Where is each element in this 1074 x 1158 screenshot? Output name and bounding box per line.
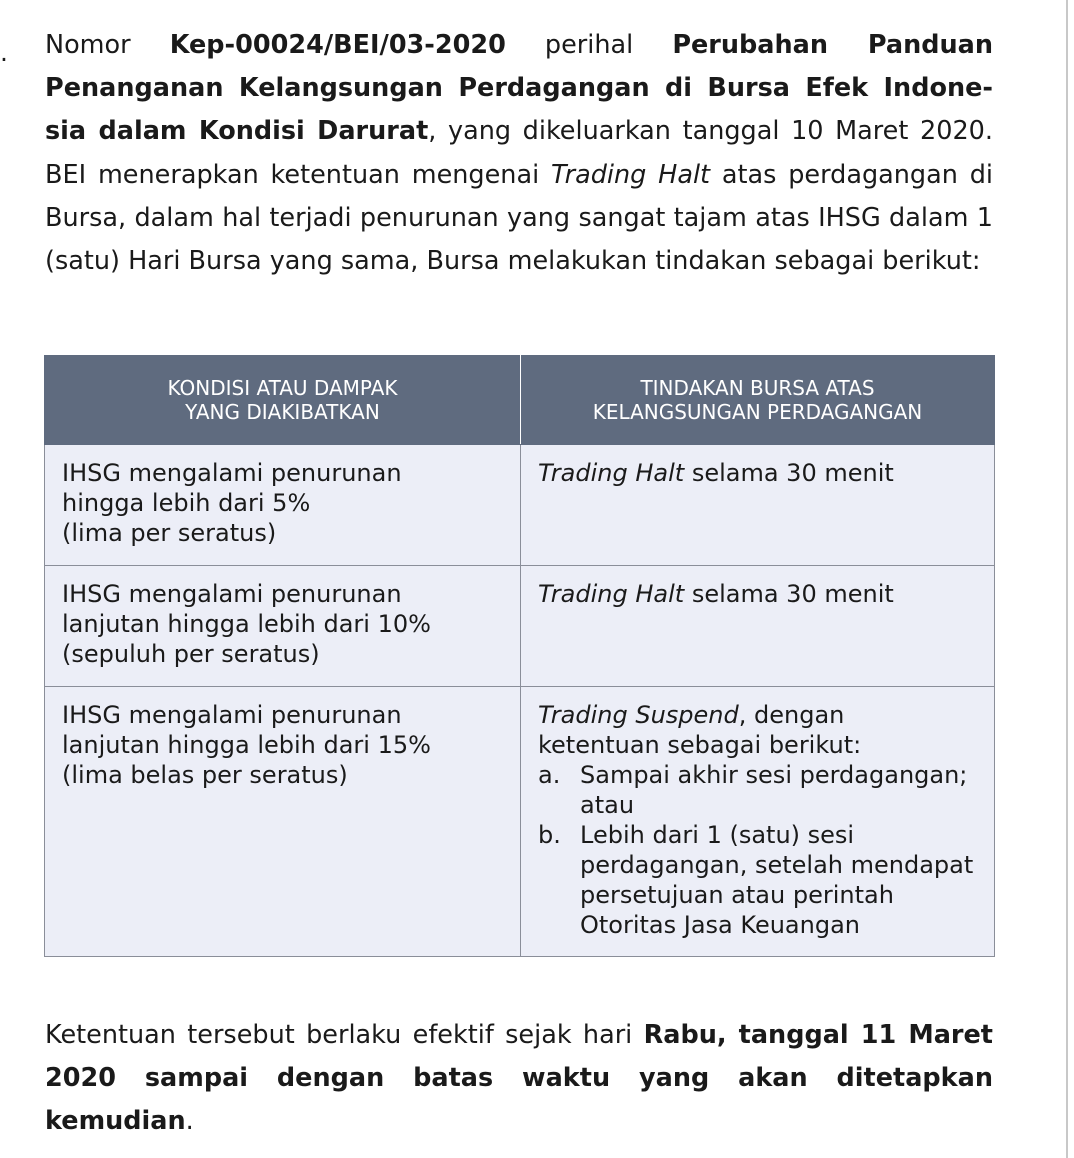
table-row	[45, 445, 995, 566]
trading-halt-term: Trading Halt	[551, 159, 711, 190]
header-action-line-2: KELANGSUNGAN PERDAGANGAN	[592, 400, 923, 424]
list-item	[538, 820, 980, 940]
action-term: Trading Halt	[538, 459, 685, 487]
list-item	[538, 760, 980, 820]
condition-line: lanjutan hingga lebih dari 15%	[62, 731, 431, 759]
list-marker: .	[0, 38, 8, 67]
condition-line: (lima per seratus)	[62, 519, 277, 547]
decree-number: Kep-00024/BEI/03-2020	[169, 30, 506, 60]
header-condition-line-1: KONDISI ATAU DAMPAK	[167, 376, 398, 400]
outro-text-2: .	[185, 1106, 194, 1137]
outro-text-1: Ketentuan tersebut berlaku efektif sejak hari	[45, 1020, 644, 1050]
action-cell	[521, 687, 995, 957]
action-text: selama 30 menit	[684, 580, 894, 608]
action-line	[538, 700, 980, 730]
action-cell	[521, 445, 995, 566]
condition-line: lanjutan hingga lebih dari 10%	[62, 610, 431, 638]
table-header-row	[45, 356, 995, 445]
header-action-line-1: TINDAKAN BURSA ATAS	[640, 376, 875, 400]
condition-line: hingga lebih dari 5%	[62, 489, 311, 517]
condition-line: IHSG mengalami penurunan	[62, 580, 402, 608]
option-text: Sampai akhir sesi perdagangan; atau	[580, 761, 968, 819]
intro-text-2: perihal	[505, 30, 673, 60]
action-text: selama 30 menit	[684, 459, 894, 487]
effective-date: Rabu, tanggal 11 Maret 2020 sampai dengan batas waktu yang akan ditetapkan kemudian	[45, 1020, 993, 1137]
suspend-options-list	[538, 760, 980, 940]
intro-text-3: , yang dikeluarkan tanggal 10 Maret 2020. BEI menerapkan ketentuan mengenai	[45, 116, 993, 190]
condition-cell	[45, 445, 521, 566]
action-term: Trading Halt	[538, 580, 685, 608]
option-text: Lebih dari 1 (satu) sesi perdagangan, setelah mendapat persetujuan atau perintah Otoritas Jasa Keuangan	[580, 821, 974, 939]
intro-paragraph	[45, 24, 993, 283]
condition-cell	[45, 687, 521, 957]
decree-subject: Perubahan Panduan Penanganan Kelangsungan Perdagangan di Bursa Efek Indone-sia dalam Kondisi Darurat	[45, 30, 993, 147]
provisions-table	[44, 355, 995, 957]
header-action	[521, 356, 995, 445]
table-row	[45, 687, 995, 957]
condition-line: IHSG mengalami penurunan	[62, 459, 402, 487]
intro-text-1: Nomor	[45, 30, 170, 60]
condition-cell	[45, 566, 521, 687]
condition-line: (lima belas per seratus)	[62, 761, 348, 789]
table-row	[45, 566, 995, 687]
option-label: b.	[538, 821, 561, 849]
condition-line: (sepuluh per seratus)	[62, 640, 320, 668]
option-label: a.	[538, 761, 561, 789]
action-line-2: ketentuan sebagai berikut:	[538, 731, 862, 759]
condition-line: IHSG mengalami penurunan	[62, 701, 402, 729]
action-cell	[521, 566, 995, 687]
action-text: , dengan	[738, 701, 845, 729]
page-edge-rule	[1066, 0, 1068, 1158]
header-condition	[45, 356, 521, 445]
header-condition-line-2: YANG DIAKIBATKAN	[185, 400, 380, 424]
intro-text-4: atas perdagangan di Bursa, dalam hal terjadi penurunan yang sangat tajam atas IHSG dalam 1 (satu) Hari Bursa yang sama, Bursa melakukan tindakan sebagai berikut:	[45, 159, 993, 277]
closing-paragraph	[45, 1014, 993, 1144]
action-term: Trading Suspend	[538, 701, 739, 729]
